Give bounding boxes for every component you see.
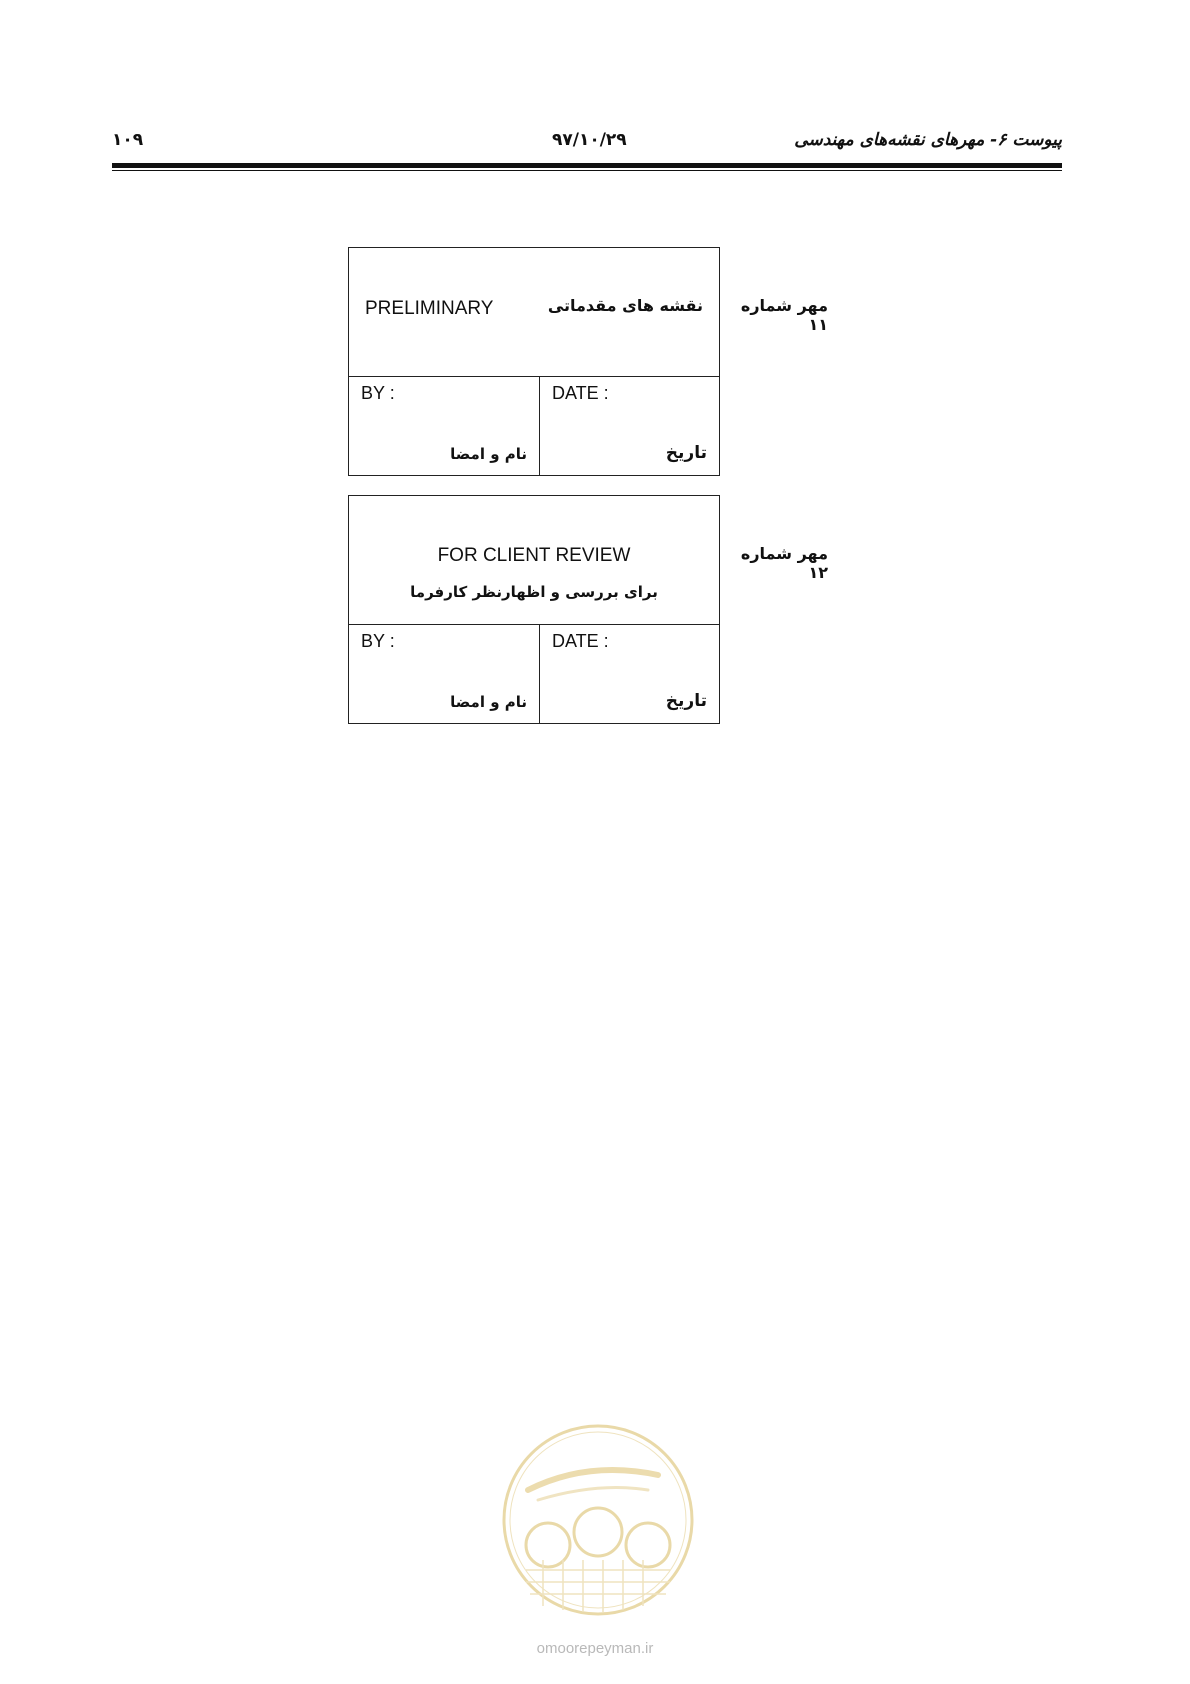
page-number: ۱۰۹ (112, 130, 144, 150)
stamp-title-en: PRELIMINARY (365, 298, 494, 319)
by-field (349, 625, 540, 723)
stamp-title-area (349, 496, 719, 625)
stamp-fields (349, 377, 719, 475)
section-title: پیوست ۶- مهرهای نقشه‌های مهندسی (794, 130, 1062, 150)
by-label: BY : (361, 383, 395, 403)
by-label: BY : (361, 631, 395, 651)
name-signature-label: نام و امضا (450, 693, 527, 711)
header-rule-thin (112, 170, 1062, 171)
stamp-title-fa: برای بررسی و اظهارنظر کارفرما (410, 583, 658, 601)
header-rule (112, 163, 1062, 168)
date-field (540, 625, 719, 723)
stamp-title-en: FOR CLIENT REVIEW (437, 545, 631, 566)
watermark-url: omoorepeyman.ir (536, 1640, 654, 1657)
stamp-11 (348, 247, 720, 476)
by-field (349, 377, 540, 475)
stamp-11-label: مهر شماره ۱۱ (740, 296, 828, 334)
date-label-fa: تاریخ (665, 691, 707, 711)
date-label-fa: تاریخ (665, 443, 707, 463)
name-signature-label: نام و امضا (450, 445, 527, 463)
date-label: DATE : (552, 631, 609, 651)
watermark-seal-icon (498, 1420, 698, 1630)
stamp-12 (348, 495, 720, 724)
document-date: ۹۷/۱۰/۲۹ (552, 130, 627, 150)
stamp-title-fa: نقشه های مقدماتی (547, 296, 703, 315)
watermark-logo (498, 1420, 698, 1630)
date-label: DATE : (552, 383, 609, 403)
stamp-title-area (349, 248, 719, 377)
date-field (540, 377, 719, 475)
stamp-12-label: مهر شماره ۱۲ (740, 544, 828, 582)
page-header (112, 130, 1062, 156)
stamp-fields (349, 625, 719, 723)
